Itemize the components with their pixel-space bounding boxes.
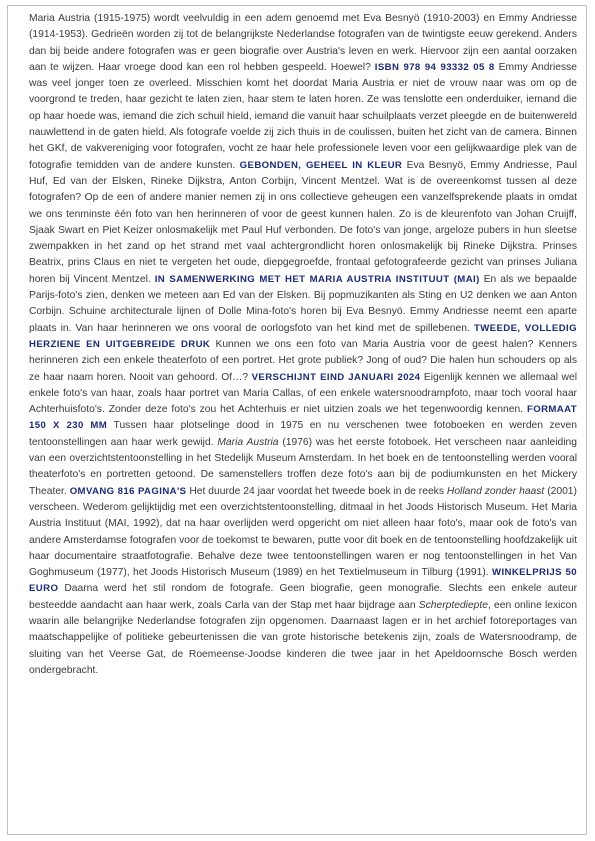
book-title-holland-zonder-haast: Holland zonder haast [446, 485, 545, 497]
text-run: En als we bepaalde Parijs-foto's zien, denken we meteen aan Ed van der Elsken. Bij popmuzikanten als Sting en U2 denken we aan Anton Corbijn. Schuine architecturale lijnen of Dolle Mina-foto's horen bij Eva Besnyö. Emmy Andriesse neemt een aparte plaats in. Van haar herinneren we ons vooral de oorlogsfoto van het kind met de spillebenen. [29, 273, 577, 334]
text-run: Eva Besnyö, Emmy Andriesse, Paul Huf, Ed van der Elsken, Rineke Dijkstra, Anton Corbijn, Vincent Mentzel. Wat is de overeenkomst tussen al deze fotografen? Op de een of andere manier nemen zij in ons collectieve geheugen een vanzelfsprekende plaats in omdat we ons tenminste één foto van hen herinneren of voor de geest kunnen halen. Zo is de kleurenfoto van Johan Cruijff, Sjaak Swart en Piet Keizer onlosmakelijk met Paul Huf verbonden. De foto's van jonge, argeloze pubers in hun sleetse zwempakken in het zand op het strand met vaal achtergrondlicht horen onlosmakelijk bij Rineke Dijkstra. Prinses Beatrix, prins Claus en niet te vergeten het oude, diepgegroefde, frontaal gefotografeerde gezicht van prinses Juliana horen bij Vincent Mentzel. [29, 159, 577, 285]
edition-highlight: TWEEDE, VOLLEDIG HERZIENE EN UITGEBREIDE DRUK [29, 322, 577, 350]
binding-highlight: GEBONDEN, GEHEEL IN KLEUR [239, 159, 403, 171]
page-count-highlight: OMVANG 816 PAGINA'S [69, 485, 187, 497]
text-run: , een online lexicon waarin alle belangrijke Nederlandse fotografen zijn opgenomen. Daarnaast lagen er in het archief fotoreportages van maatschappelijke of politieke gebeurtenissen die van grote historische betekenis zijn, zoals de Watersnoodramp, de sluiting van het Veerse Gat, de Roemeense-Joodse kinderen die twee jaar in het Apeldoornsche Bosch werden ondergebracht. [29, 599, 577, 676]
text-run: Tussen haar plotselinge dood in 1975 en nu verschenen twee fotoboeken en werden zeven tentoonstellingen aan haar werk gewijd. [29, 420, 577, 448]
lexicon-title-scherptediepte: Scherptediepte [418, 599, 488, 611]
format-highlight: FORMAAT 150 X 230 MM [29, 404, 577, 432]
body-paragraph [29, 11, 577, 679]
partner-highlight: IN SAMENWERKING MET HET MARIA AUSTRIA INSTITUUT (MAI) [154, 273, 480, 285]
text-run: Kunnen we ons een foto van Maria Austria voor de geest halen? Kenners herinneren zich een enkele theaterfoto of een portret. Het grote publiek? Jong of oud? Die halen hun schouders op als ze haar naam horen. Nooit van gehoord. Of…? [29, 338, 577, 383]
book-title-maria-austria: Maria Austria [217, 436, 279, 448]
price-highlight: WINKELPRIJS 50 EURO [29, 567, 577, 595]
text-run: Maria Austria (1915-1975) wordt veelvuldig in een adem genoemd met Eva Besnyö (1910-2003) en Emmy Andriesse (1914-1953). Gedrieën worden zij tot de belangrijkste Nederlandse fotografen van de twintigste eeuw gerekend. Anders dan bij beide andere fotografen was er geen biografie over Austria's leven en werk. Hiervoor zijn een aantal oorzaken aan te wijzen. Haar vroege dood kan een rol hebben gespeeld. Hoewel? [29, 13, 577, 73]
release-date-highlight: VERSCHIJNT EIND JANUARI 2024 [251, 371, 421, 383]
text-run: Eigenlijk kennen we allemaal wel enkele foto's van haar, zoals haar portret van Maria Callas, of een enkele watersnoodrampfoto, maar toch vooral haar Achterhuisfoto's. Zonder deze foto's zou het Achterhuis er niet uitzien zoals we het tegenwoordig kennen. [29, 371, 577, 416]
isbn-highlight: ISBN 978 94 93332 05 8 [374, 61, 495, 73]
text-run: Daarna werd het stil rondom de fotografe. Geen biografie, geen monografie. Slechts een enkele auteur besteedde aandacht aan haar werk, zoals Carla van der Stap met haar bijdrage aan [29, 583, 577, 611]
text-run: Het duurde 24 jaar voordat het tweede boek in de reeks [186, 485, 447, 497]
text-run: Emmy Andriesse was veel jonger toen ze overleed. Misschien komt het doordat Maria Austria er niet de vrouw naar was om op de voorgrond te treden, haar gezicht te laten zien, haar stem te laten horen. Ze was tenslotte een onderduiker, iemand die op haar hoede was, iemand die zich schuil hield, iemand die vanuit haar schuilplaats verzet pleegde en de buitenwereld nauwlettend in de gaten hield. Als fotografe voelde zij zich thuis in de coulissen, buiten het zicht van de camera. Binnen het GKf, de vakvereniging voor fotografen, vocht ze haar hele professionele leven voor een gelijkwaardige plek van de fotografie temidden van de andere kunsten. [29, 61, 577, 171]
text-run: (2001) verscheen. Wederom gelijktijdig met een overzichtstentoonstelling, ditmaal in het Joods Historisch Museum. Het Maria Austria Instituut (MAI, 1992), dat na haar overlijden werd opgericht om niet alleen haar foto's, maar ook de foto's van andere Amsterdamse fotografen voor de toekomst te bewaren, putte voor dit boek en de tentoonstelling hoofdzakelijk uit haar documentaire straatfotografie. Behalve deze twee tentoonstellingen waren er nog tentoonstellingen in het Van Goghmuseum (1977), het Joods Historisch Museum (1989) en het Textielmuseum in Tilburg (1991). [29, 485, 577, 579]
text-run: (1976) was het eerste fotoboek. Het verscheen naar aanleiding van een overzichtstentoonstelling in het Stedelijk Museum Amsterdam. In het boek en de tentoonstelling werden vooral theaterfoto's en portretten getoond. De samenstellers troffen deze foto's aan bij de podiumkunsten en het Mickery Theater. [29, 436, 578, 497]
page-sheet [7, 5, 587, 835]
